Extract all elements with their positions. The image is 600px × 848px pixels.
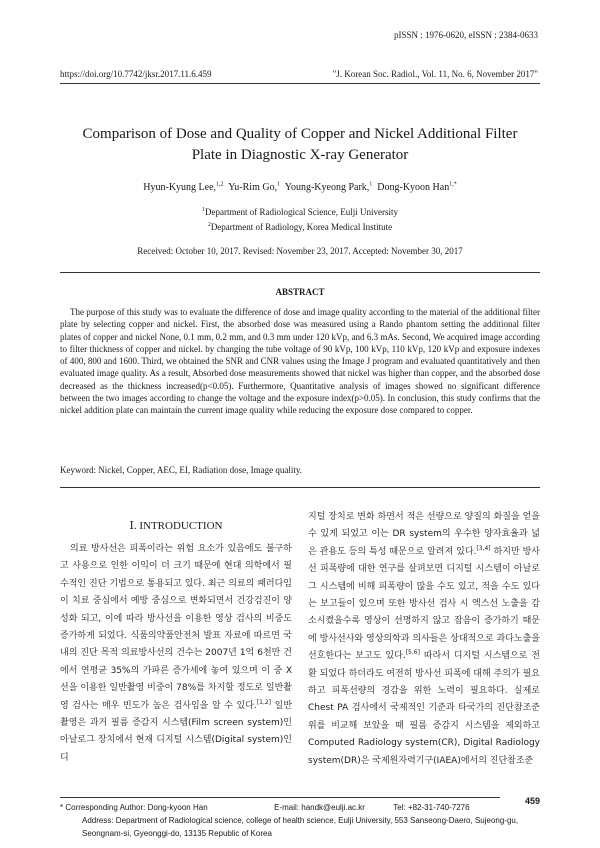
intro-paragraph-tail: 일반촬영은 과거 필름 증감지 시스템(Film screen system)인 아날로그 장치에서 현재 디지털 시스템(Digital system)인 디 <box>60 700 293 763</box>
citation-mark: [3,4] <box>476 544 491 552</box>
citation-mark: [1,2] <box>256 698 272 706</box>
affiliation-text: Department of Radiological Science, Eulji University <box>205 207 398 217</box>
issn-text: pISSN : 1976-0620, eISSN : 2384-0633 <box>393 30 538 40</box>
paper-title <box>60 124 540 166</box>
intro-text: 따라서 디지털 시스템으로 전환 되었다 하더라도 여전히 방사선 피폭에 대해 주의가 필요하고 피폭선량의 경감을 위한 노력이 필요하다. 실제로 Chest PA 검사에서 국제적인 기준과 타국가의 진단참조준위를 비교해 보았을 때 필름 증감지 시스템을 제외하고 Computed Radiology system(CR), Digital Radiology system(DR)은 국제원자력기구(IAEA)에서의 진단참조준 <box>308 651 540 766</box>
author-affil-mark: 1,2 <box>216 181 224 188</box>
intro-paragraph: 의료 방사선은 피폭이라는 위험 요소가 있음에도 불구하고 사용으로 인한 이익이 더 크기 때문에 현대 의학에서 필수적인 진단 기법으로 통용되고 있다. 최근 의료의 패러다임이 치료 중심에서 예방 중심으로 변화되면서 건강검진이 양성화 되고, 이에 따라 방사선을 이용한 영상 검사의 비중도 증가하게 되었다. 식품의약품안전처 발표 자료에 따르면 국내의 진단 목적 의료방사선의 건수는 2007년 1억 6천만 건에서 연평균 35%의 가파른 증가세에 놓여 있으며 이 중 X선을 이용한 일반촬영 비중이 78%를 차지할 정도로 일반촬영 검사는 매우 빈도가 높은 검사임을 알 수 있다. <box>60 544 292 711</box>
affiliation-1 <box>60 207 540 217</box>
section-heading-introduction: Ⅰ. INTRODUCTION <box>129 520 223 532</box>
author-affil-mark: 1,* <box>449 181 457 188</box>
received-dates: Received: October 10, 2017. Revised: November 23, 2017. Accepted: November 30, 2017 <box>137 246 463 256</box>
corresponding-email: E-mail: handk@eulji.ac.kr <box>274 803 365 812</box>
author-name: Dong-Kyoon Han <box>377 182 450 193</box>
abstract-body: The purpose of this study was to evaluate the difference of dose and image quality according to the material of the additional filter plate by selecting copper and nickel. First, the absorbed dose was measured using a Rando phantom setting the additional filter plates of copper and nickel None, 0.1 mm, 0.2 mm, and 0.3 mm under 120 kVp, and 6.3 mAs. Second, We acquired image according to filter thickness of copper and nickel. by changing the tube voltage of 90 kVp, 100 kVp, 110 kVp, 120 kVp and exposure indexes of 400, 800 and 1600. Third, we obtained the SNR and CNR values using the Image J program and evaluated quantitatively and then evaluated image quality. As a result, Absorbed dose measurements showed that nickel was higher than copper, and the absorbed dose decreased as the thickness increased(p<0.05). Furthermore, Quantitative analysis of images showed no significant difference between the two images according to change the voltage and the exposure index(p>0.05). In conclusion, this study confirms that the nickel addition plate can maintain the current image quality while reducing the exposure dose compared to copper. <box>60 307 540 416</box>
header-rule <box>60 83 540 84</box>
citation-mark: [5,6] <box>405 649 420 657</box>
abstract-rule <box>60 272 540 273</box>
corresponding-address: Address: Department of Radiological science, college of health science, Eulji University, 553 Sanseong-Daero, Sujeong-gu, Seongnam-si, Gyeonggi-do, 13135 Republic of Korea <box>82 816 519 838</box>
keywords-rule <box>60 487 540 488</box>
journal-citation: "J. Korean Soc. Radiol., Vol. 11, No. 6, November 2017" <box>332 69 538 79</box>
abstract-heading: ABSTRACT <box>275 287 325 297</box>
author-name: Hyun-Kyung Lee, <box>143 182 217 193</box>
author-name: Yu-Rim Go, <box>228 182 278 193</box>
intro-text: 하지만 방사선 피폭량에 대한 연구를 살펴보면 디지털 시스템이 아날로그 시스템에 비해 피폭량이 많을 수도 있고, 적을 수도 있다는 보고들이 있으며 또한 방사선 검사 시 엑스선 노출을 감소시켰을수록 영상이 선명하지 않고 잡음이 증가하기 때문에 방사선사와 영상의학과 의사들은 상대적으로 과다노출을 선호한다는 보고도 있다. <box>308 546 541 662</box>
affiliation-mark: 2 <box>207 222 211 228</box>
corresponding-author <box>60 801 540 814</box>
intro-right-column <box>308 509 540 770</box>
doi-link[interactable]: https://doi.org/10.7742/jksr.2017.11.6.459 <box>60 69 212 79</box>
intro-text: 지털 장치로 변화 하면서 적은 선량으로 양질의 화질을 얻을 수 있게 되었고 이는 DR system의 우수한 양자효율과 넓은 관용도 등의 특성 때문으로 알려져 있다. <box>308 512 540 557</box>
author-name: Young-Kyeong Park, <box>284 182 370 193</box>
footnote-rule <box>60 797 500 798</box>
page-number: 459 <box>524 796 540 806</box>
corresponding-author-name: * Corresponding Author: Dong-kyoon Han <box>60 803 208 812</box>
corresponding-tel: Tel: +82-31-740-7276 <box>393 803 470 812</box>
author-affil-mark: 1 <box>277 181 281 188</box>
intro-left-column <box>60 541 292 767</box>
author-list <box>60 182 540 193</box>
keywords: Keyword: Nickel, Copper, AEC, EI, Radiation dose, Image quality. <box>60 465 303 475</box>
affiliation-text: Department of Radiology, Korea Medical Institute <box>210 222 393 232</box>
author-affil-mark: 1 <box>369 181 373 188</box>
affiliation-mark: 1 <box>202 207 206 213</box>
title-line-2: Plate in Diagnostic X-ray Generator <box>191 147 409 163</box>
affiliation-2 <box>60 222 540 232</box>
title-line-1: Comparison of Dose and Quality of Copper and Nickel Additional Filter <box>82 126 518 142</box>
